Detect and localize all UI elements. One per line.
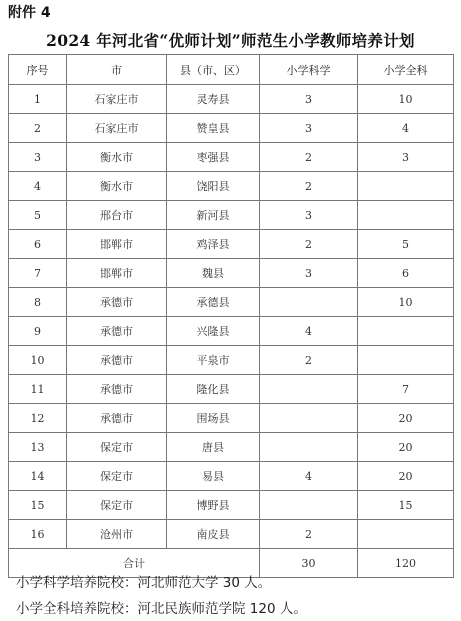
cell-index: 12 (9, 404, 67, 433)
cell-index: 8 (9, 288, 67, 317)
cell-science: 3 (260, 114, 358, 143)
header-index: 序号 (9, 55, 67, 85)
cell-general: 4 (358, 114, 454, 143)
table-row (9, 462, 454, 491)
cell-city: 沧州市 (67, 520, 167, 549)
cell-county: 赞皇县 (167, 114, 260, 143)
cell-science (260, 433, 358, 462)
cell-city: 衡水市 (67, 143, 167, 172)
header-general: 小学全科 (358, 55, 454, 85)
cell-general: 15 (358, 491, 454, 520)
cell-science: 2 (260, 172, 358, 201)
cell-city: 衡水市 (67, 172, 167, 201)
cell-general: 5 (358, 230, 454, 259)
table-header-row (9, 55, 454, 85)
cell-science: 3 (260, 85, 358, 114)
cell-county: 饶阳县 (167, 172, 260, 201)
total-general: 120 (358, 549, 454, 578)
table-row (9, 404, 454, 433)
cell-general: 20 (358, 404, 454, 433)
table-row (9, 172, 454, 201)
cell-index: 11 (9, 375, 67, 404)
training-plan-table (8, 54, 454, 578)
cell-science (260, 491, 358, 520)
cell-index: 6 (9, 230, 67, 259)
cell-index: 14 (9, 462, 67, 491)
cell-index: 1 (9, 85, 67, 114)
table-row (9, 230, 454, 259)
cell-city: 保定市 (67, 433, 167, 462)
header-city: 市 (67, 55, 167, 85)
cell-science: 4 (260, 462, 358, 491)
cell-index: 7 (9, 259, 67, 288)
cell-city: 邯郸市 (67, 230, 167, 259)
cell-city: 承德市 (67, 346, 167, 375)
cell-city: 承德市 (67, 404, 167, 433)
table-row (9, 375, 454, 404)
cell-science: 2 (260, 230, 358, 259)
cell-county: 平泉市 (167, 346, 260, 375)
cell-science: 4 (260, 317, 358, 346)
total-label: 合计 (9, 549, 260, 578)
table-row (9, 433, 454, 462)
general-note: 小学全科培养院校：河北民族师范学院 120 人。 (16, 601, 307, 617)
cell-index: 5 (9, 201, 67, 230)
cell-general (358, 520, 454, 549)
cell-county: 承德县 (167, 288, 260, 317)
cell-county: 易县 (167, 462, 260, 491)
cell-county: 唐县 (167, 433, 260, 462)
cell-county: 博野县 (167, 491, 260, 520)
cell-general (358, 346, 454, 375)
cell-science: 3 (260, 201, 358, 230)
cell-science: 3 (260, 259, 358, 288)
table-row (9, 491, 454, 520)
cell-county: 围场县 (167, 404, 260, 433)
table-row (9, 317, 454, 346)
cell-index: 9 (9, 317, 67, 346)
cell-county: 鸡泽县 (167, 230, 260, 259)
cell-county: 南皮县 (167, 520, 260, 549)
cell-index: 10 (9, 346, 67, 375)
header-county: 县（市、区） (167, 55, 260, 85)
cell-general: 6 (358, 259, 454, 288)
cell-science (260, 288, 358, 317)
cell-index: 15 (9, 491, 67, 520)
header-science: 小学科学 (260, 55, 358, 85)
cell-city: 保定市 (67, 491, 167, 520)
cell-county: 魏县 (167, 259, 260, 288)
cell-city: 保定市 (67, 462, 167, 491)
cell-city: 邢台市 (67, 201, 167, 230)
cell-county: 灵寿县 (167, 85, 260, 114)
cell-science: 2 (260, 346, 358, 375)
cell-city: 石家庄市 (67, 114, 167, 143)
document-title: 2024 年河北省“优师计划”师范生小学教师培养计划 (46, 31, 415, 50)
science-note: 小学科学培养院校：河北师范大学 30 人。 (16, 575, 272, 591)
cell-science (260, 404, 358, 433)
cell-city: 石家庄市 (67, 85, 167, 114)
cell-general: 3 (358, 143, 454, 172)
cell-general (358, 317, 454, 346)
cell-index: 4 (9, 172, 67, 201)
table-row (9, 259, 454, 288)
cell-county: 枣强县 (167, 143, 260, 172)
cell-index: 13 (9, 433, 67, 462)
cell-county: 新河县 (167, 201, 260, 230)
cell-city: 邯郸市 (67, 259, 167, 288)
total-science: 30 (260, 549, 358, 578)
cell-city: 承德市 (67, 375, 167, 404)
table-row (9, 520, 454, 549)
table-body (9, 85, 454, 549)
cell-index: 2 (9, 114, 67, 143)
table-row (9, 288, 454, 317)
cell-city: 承德市 (67, 317, 167, 346)
cell-general: 20 (358, 433, 454, 462)
cell-county: 隆化县 (167, 375, 260, 404)
table-row (9, 143, 454, 172)
cell-science: 2 (260, 520, 358, 549)
cell-general (358, 201, 454, 230)
table-row (9, 201, 454, 230)
cell-index: 16 (9, 520, 67, 549)
cell-general: 20 (358, 462, 454, 491)
cell-science: 2 (260, 143, 358, 172)
cell-general: 7 (358, 375, 454, 404)
cell-index: 3 (9, 143, 67, 172)
attachment-label: 附件 4 (8, 5, 51, 21)
cell-city: 承德市 (67, 288, 167, 317)
cell-general: 10 (358, 85, 454, 114)
cell-county: 兴隆县 (167, 317, 260, 346)
table-row (9, 85, 454, 114)
cell-general (358, 172, 454, 201)
cell-general: 10 (358, 288, 454, 317)
table-row (9, 346, 454, 375)
table-row (9, 114, 454, 143)
cell-science (260, 375, 358, 404)
